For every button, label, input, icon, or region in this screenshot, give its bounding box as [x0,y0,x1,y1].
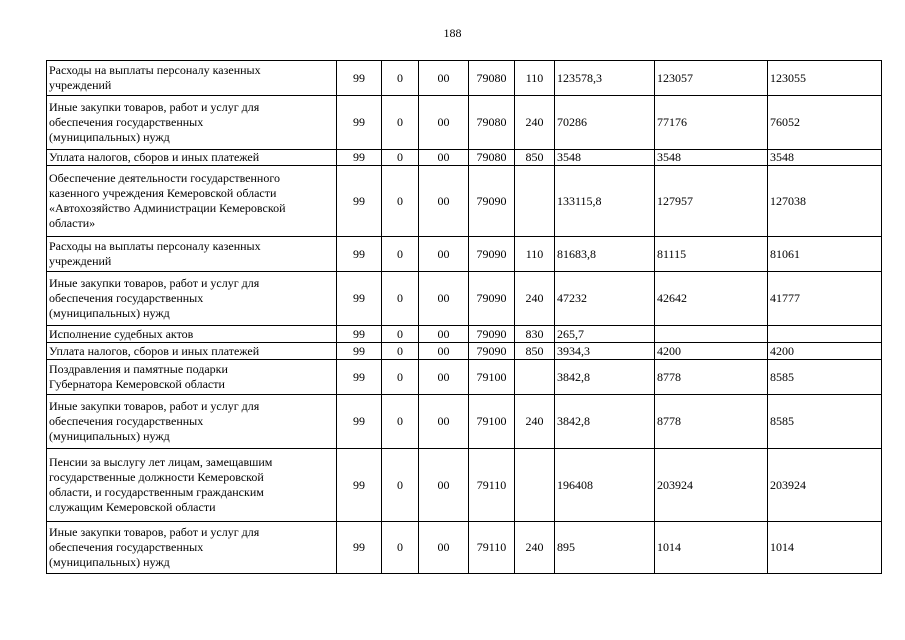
subprogram-code-cell: 0 [382,360,419,395]
subprogram-code-cell: 0 [382,96,419,150]
description-cell [47,449,337,522]
budget-table [46,60,882,574]
table-row [47,150,882,166]
table-row [47,166,882,237]
subsection-code-cell: 00 [419,449,469,522]
amount-year2-cell: 81115 [655,237,768,272]
subsection-code-cell: 00 [419,150,469,166]
amount-year3-cell: 81061 [768,237,882,272]
description-line: (муниципальных) нужд [49,429,170,443]
expense-type-cell: 850 [515,343,555,360]
table-row [47,522,882,574]
subprogram-code-cell: 0 [382,272,419,326]
target-code-cell: 79110 [469,522,515,574]
description-line: области» [49,216,96,230]
description-cell [47,360,337,395]
description-line: «Автохозяйство Администрации Кемеровской [49,201,286,215]
section-code-cell: 99 [337,237,382,272]
description-line: (муниципальных) нужд [49,555,170,569]
expense-type-cell [515,166,555,237]
amount-year3-cell: 123055 [768,61,882,96]
description-line: Расходы на выплаты персоналу казенных [49,63,261,77]
table-row [47,395,882,449]
description-line: Исполнение судебных актов [49,326,194,341]
section-code-cell: 99 [337,272,382,326]
description-line: Поздравления и памятные подарки [49,362,228,376]
amount-year3-cell: 1014 [768,522,882,574]
section-code-cell: 99 [337,96,382,150]
amount-year3-cell: 76052 [768,96,882,150]
amount-year2-cell: 127957 [655,166,768,237]
amount-year3-cell: 3548 [768,150,882,166]
amount-year2-cell: 8778 [655,360,768,395]
amount-year3-cell: 203924 [768,449,882,522]
amount-year2-cell: 203924 [655,449,768,522]
expense-type-cell [515,360,555,395]
amount-year1-cell: 265,7 [555,326,655,343]
subsection-code-cell: 00 [419,96,469,150]
table-row [47,343,882,360]
table-row [47,96,882,150]
description-line: Уплата налогов, сборов и иных платежей [49,150,260,164]
description-line: государственные должности Кемеровской [49,470,264,484]
amount-year3-cell: 41777 [768,272,882,326]
description-line: Губернатора Кемеровской области [49,377,225,391]
amount-year3-cell: 127038 [768,166,882,237]
section-code-cell: 99 [337,150,382,166]
budget-table-body [47,61,882,574]
target-code-cell: 79090 [469,237,515,272]
expense-type-cell [515,449,555,522]
amount-year1-cell: 196408 [555,449,655,522]
section-code-cell: 99 [337,326,382,343]
table-row [47,326,882,343]
target-code-cell: 79090 [469,166,515,237]
description-cell [47,522,337,574]
description-cell [47,61,337,96]
subprogram-code-cell: 0 [382,150,419,166]
description-line: учреждений [49,254,112,268]
section-code-cell: 99 [337,522,382,574]
target-code-cell: 79080 [469,61,515,96]
subsection-code-cell: 00 [419,237,469,272]
expense-type-cell: 850 [515,150,555,166]
description-cell [47,150,337,166]
table-row [47,272,882,326]
expense-type-cell: 240 [515,395,555,449]
amount-year2-cell: 123057 [655,61,768,96]
amount-year1-cell: 133115,8 [555,166,655,237]
description-line: Уплата налогов, сборов и иных платежей [49,343,260,358]
description-line: обеспечения государственных [49,414,204,428]
section-code-cell: 99 [337,166,382,237]
target-code-cell: 79090 [469,272,515,326]
description-cell [47,395,337,449]
subprogram-code-cell: 0 [382,449,419,522]
target-code-cell: 79080 [469,150,515,166]
expense-type-cell: 240 [515,96,555,150]
description-line: Иные закупки товаров, работ и услуг для [49,399,260,413]
amount-year1-cell: 3548 [555,150,655,166]
section-code-cell: 99 [337,449,382,522]
description-line: учреждений [49,78,112,92]
description-cell [47,343,337,360]
expense-type-cell: 240 [515,272,555,326]
description-cell [47,166,337,237]
table-row [47,360,882,395]
amount-year1-cell: 3842,8 [555,360,655,395]
target-code-cell: 79100 [469,360,515,395]
amount-year1-cell: 70286 [555,96,655,150]
description-cell [47,326,337,343]
description-line: области, и государственным гражданским [49,485,264,499]
subsection-code-cell: 00 [419,326,469,343]
description-line: обеспечения государственных [49,540,204,554]
subsection-code-cell: 00 [419,522,469,574]
description-line: Расходы на выплаты персоналу казенных [49,239,261,253]
amount-year1-cell: 123578,3 [555,61,655,96]
description-line: служащим Кемеровской области [49,500,216,514]
target-code-cell: 79090 [469,343,515,360]
description-line: обеспечения государственных [49,291,204,305]
description-line: Иные закупки товаров, работ и услуг для [49,276,260,290]
subsection-code-cell: 00 [419,166,469,237]
amount-year3-cell: 8585 [768,360,882,395]
description-line: казенного учреждения Кемеровской области [49,186,277,200]
description-line: Обеспечение деятельности государственного [49,171,280,185]
description-line: (муниципальных) нужд [49,306,170,320]
subprogram-code-cell: 0 [382,166,419,237]
table-row [47,449,882,522]
amount-year3-cell [768,326,882,343]
amount-year1-cell: 47232 [555,272,655,326]
amount-year2-cell: 4200 [655,343,768,360]
amount-year2-cell: 42642 [655,272,768,326]
subsection-code-cell: 00 [419,61,469,96]
target-code-cell: 79100 [469,395,515,449]
section-code-cell: 99 [337,360,382,395]
target-code-cell: 79110 [469,449,515,522]
subprogram-code-cell: 0 [382,522,419,574]
subprogram-code-cell: 0 [382,343,419,360]
table-row [47,61,882,96]
amount-year1-cell: 81683,8 [555,237,655,272]
expense-type-cell: 110 [515,237,555,272]
subsection-code-cell: 00 [419,343,469,360]
section-code-cell: 99 [337,395,382,449]
subprogram-code-cell: 0 [382,61,419,96]
amount-year1-cell: 3842,8 [555,395,655,449]
subsection-code-cell: 00 [419,395,469,449]
table-row [47,237,882,272]
amount-year3-cell: 8585 [768,395,882,449]
section-code-cell: 99 [337,343,382,360]
expense-type-cell: 110 [515,61,555,96]
expense-type-cell: 240 [515,522,555,574]
description-cell [47,272,337,326]
amount-year2-cell: 8778 [655,395,768,449]
amount-year2-cell: 1014 [655,522,768,574]
subsection-code-cell: 00 [419,360,469,395]
section-code-cell: 99 [337,61,382,96]
description-line: Иные закупки товаров, работ и услуг для [49,100,260,114]
expense-type-cell: 830 [515,326,555,343]
description-cell [47,96,337,150]
subprogram-code-cell: 0 [382,395,419,449]
subprogram-code-cell: 0 [382,326,419,343]
amount-year3-cell: 4200 [768,343,882,360]
amount-year1-cell: 895 [555,522,655,574]
description-cell [47,237,337,272]
subprogram-code-cell: 0 [382,237,419,272]
description-line: Иные закупки товаров, работ и услуг для [49,525,260,539]
subsection-code-cell: 00 [419,272,469,326]
description-line: обеспечения государственных [49,115,204,129]
amount-year1-cell: 3934,3 [555,343,655,360]
amount-year2-cell: 3548 [655,150,768,166]
amount-year2-cell: 77176 [655,96,768,150]
description-line: (муниципальных) нужд [49,130,170,144]
amount-year2-cell [655,326,768,343]
target-code-cell: 79090 [469,326,515,343]
description-line: Пенсии за выслугу лет лицам, замещавшим [49,455,273,469]
page-number: 188 [443,26,462,40]
target-code-cell: 79080 [469,96,515,150]
